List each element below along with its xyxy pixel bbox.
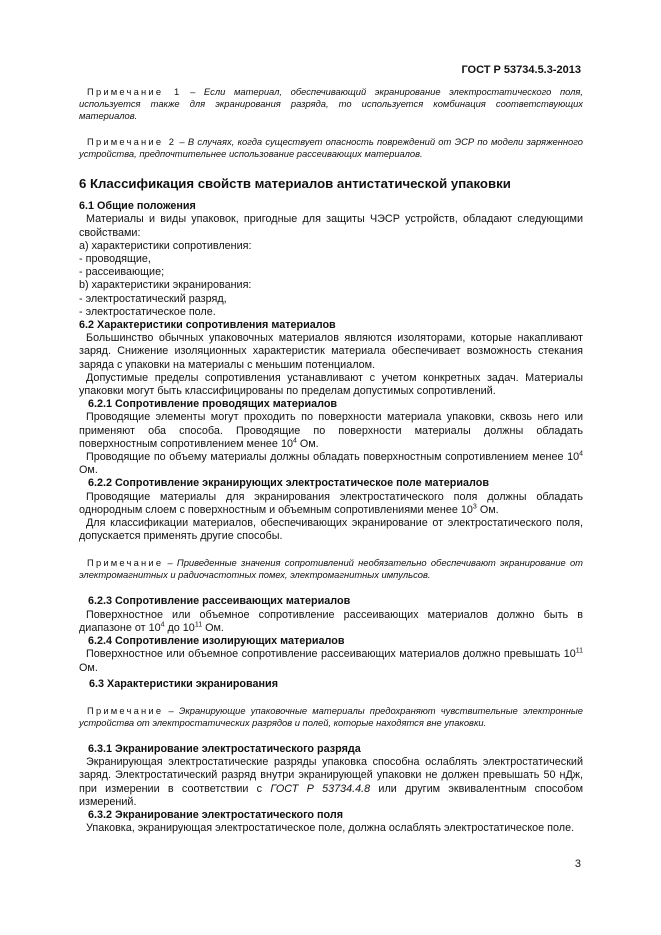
note-4-text: – Экранирующие упаковочные материалы предохраняют чувствительные электронные устройства от электростатических разрядов и полей, которые находятся вне упаковки.	[79, 704, 583, 728]
note-1	[79, 86, 583, 122]
list-item: b) характеристики экранирования:	[79, 279, 252, 292]
section-6-3-title: 6.3 Характеристики экранирования	[89, 677, 278, 690]
page-number: 3	[574, 858, 581, 870]
standard-reference: ГОСТ Р 53734.4.8	[270, 782, 371, 795]
section-6-1-title: 6.1 Общие положения	[79, 200, 196, 213]
note-2-label: Примечание 2	[87, 136, 177, 147]
note-2-text: – В случаях, когда существует опасность повреждений от ЭСР по модели заряженного устройства, предпочтительнее использование рассеивающих материалов.	[79, 136, 583, 159]
section-6-3-1-title: 6.3.1 Экранирование электростатического разряда	[88, 742, 361, 755]
note-2	[79, 136, 583, 160]
section-6-2-3-title: 6.2.3 Сопротивление рассеивающих материалов	[88, 595, 351, 608]
note-4-label: Примечание	[87, 704, 164, 716]
section-6-2-3-p1: Поверхностное или объемное сопротивление рассеивающих материалов должно быть в диапазоне от $10^4$ до $10^{11}$ Ом.	[79, 608, 583, 634]
section-6-2-2-p2: Для классификации материалов, обеспечивающих экранирование от электростатического поля, допускается применять другие способы.	[79, 517, 583, 543]
section-6-3-2-title: 6.3.2 Экранирование электростатического поля	[88, 808, 344, 821]
note-4	[79, 705, 583, 729]
list-item: - проводящие,	[79, 253, 151, 266]
note-3-label: Примечание	[87, 557, 164, 569]
list-item: - электростатическое поле.	[79, 305, 216, 318]
note-1-text: – Если материал, обеспечивающий экранирование электростатического поля, используется также для экранирования разряда, то используется комбинация соответствующих материалов.	[79, 86, 584, 121]
section-6-2-title: 6.2 Характеристики сопротивления материалов	[79, 319, 336, 332]
note-3-text: – Приведенные значения сопротивлений необязательно обеспечивают экранирование от электромагнитных и радиочастотных помех, электромагнитных импульсов.	[79, 557, 583, 581]
section-6-2-2-p1: Проводящие материалы для экранирования электростатического поля должны обладать однородным слоем с поверхностным и объемным сопротивлениями менее $10^3$ Ом.	[79, 490, 583, 516]
list-item: - электростатический разряд,	[79, 292, 227, 305]
section-6-2-p2: Допустимые пределы сопротивления устанавливают с учетом конкретных задач. Материалы упаковки могут быть классифицированы по пределам допустимых сопротивлений.	[79, 371, 583, 398]
section-6-2-p1: Большинство обычных упаковочных материалов являются изоляторами, которые накапливают заряд. Снижение изоляционных характеристик материала обеспечивает возможность стекания заряда с упаковки на материалы с меньшим потенциалом.	[79, 332, 583, 371]
section-6-2-4-title: 6.2.4 Сопротивление изолирующих материалов	[88, 635, 345, 648]
document-body	[79, 86, 583, 835]
section-6-2-1-p2: Проводящие по объему материалы должны обладать поверхностным сопротивлением менее $10^4$ Ом.	[79, 450, 583, 477]
list-item: - рассеивающие;	[79, 266, 165, 279]
section-6-3-2-p1: Упаковка, экранирующая электростатическое поле, должна ослаблять электростатическое поле.	[86, 822, 575, 835]
section-6-3-1-p1: Экранирующая электростатические разряды упаковка способна ослаблять электростатический заряд. Электростатический разряд внутри экранирующей упаковки не должен превышать 50 нДж, при измерении в соответствии с ГОСТ Р 53734.4.8 или другим эквивалентным способом измерений.	[79, 756, 583, 808]
section-6-title: 6 Классификация свойств материалов антистатической упаковки	[79, 176, 511, 191]
section-6-2-2-title: 6.2.2 Сопротивление экранирующих электростатическое поле материалов	[88, 477, 489, 490]
list-item: а) характеристики сопротивления:	[79, 239, 252, 252]
section-6-2-4-p1: Поверхностное или объемное сопротивление рассеивающих материалов должно превышать $10^{11}$ Ом.	[79, 647, 583, 674]
document-id-header: ГОСТ Р 53734.5.3-2013	[461, 64, 581, 76]
section-6-2-1-title: 6.2.1 Сопротивление проводящих материалов	[88, 398, 338, 411]
section-6-1-intro: Материалы и виды упаковок, пригодные для защиты ЧЭСР устройств, обладают следующими свойствами:	[79, 213, 583, 239]
note-1-label: Примечание 1	[87, 86, 182, 97]
section-6-2-1-p1: Проводящие элементы могут проходить по поверхности материала упаковки, сквозь него или применяют оба способа. Проводящие по поверхности материалы должны обладать поверхностным сопротивлением менее $10^4$ Ом.	[79, 411, 583, 450]
note-3	[79, 557, 583, 581]
